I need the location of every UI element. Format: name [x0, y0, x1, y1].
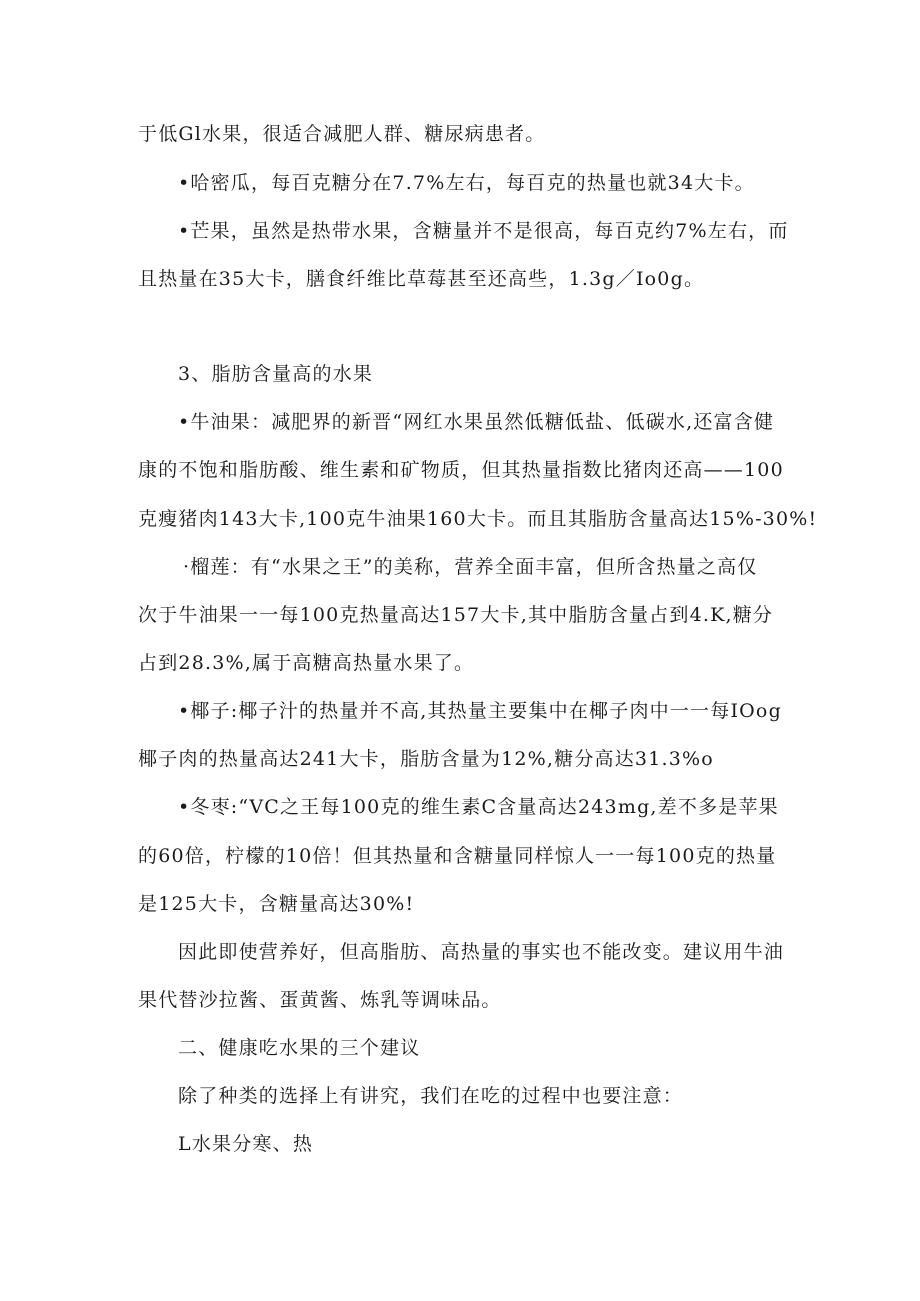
section-heading-three-suggestions: 二、健康吃水果的三个建议 — [178, 1037, 421, 1059]
text-line-durian-3: 占到28.3%,属于高糖高热量水果了。 — [138, 652, 475, 674]
text-line-avocado-2: 康的不饱和脂肪酸、维生素和矿物质，但其热量指数比猪肉还高——100 — [138, 459, 784, 481]
text-line-eating-note: 除了种类的选择上有讲究，我们在吃的过程中也要注意： — [178, 1085, 684, 1107]
list-item-cold-hot-fruits: L水果分寒、热 — [178, 1133, 314, 1155]
text-line-jujube-1: •冬枣:“VC之王每100克的维生素C含量高达243mg,差不多是苹果 — [178, 796, 779, 818]
text-line-mango-2: 且热量在35大卡，膳食纤维比草莓甚至还高些，1.3g／Io0g。 — [138, 268, 705, 290]
text-line-hami-melon: •哈密瓜，每百克糖分在7.7%左右，每百克的热量也就34大卡。 — [178, 172, 755, 194]
text-line-conclusion-1: 因此即使营养好，但高脂肪、高热量的事实也不能改变。建议用牛油 — [178, 941, 785, 963]
text-line-avocado-1: •牛油果：减肥界的新晋“网红水果虽然低糖低盐、低碳水,还富含健 — [178, 411, 775, 433]
text-line-conclusion-2: 果代替沙拉酱、蛋黄酱、炼乳等调味品。 — [138, 989, 502, 1011]
text-line-gi-fruit: 于低Gl水果，很适合减肥人群、糖尿病患者。 — [138, 123, 546, 145]
text-line-avocado-3: 克瘦猪肉143大卡,100克牛油果160大卡。而且其脂肪含量高达15%-30%! — [138, 508, 818, 530]
text-line-coconut-2: 椰子肉的热量高达241大卡，脂肪含量为12%,糖分高达31.3%o — [138, 748, 714, 770]
text-line-durian-2: 次于牛油果一一每100克热量高达157大卡,其中脂肪含量占到4.K,糖分 — [138, 604, 774, 626]
text-line-coconut-1: •椰子:椰子汁的热量并不高,其热量主要集中在椰子肉中一一每IOog — [178, 700, 782, 722]
text-line-mango-1: •芒果，虽然是热带水果，含糖量并不是很高，每百克约7%左右，而 — [178, 220, 789, 242]
text-line-jujube-3: 是125大卡，含糖量高达30%! — [138, 893, 415, 915]
text-line-jujube-2: 的60倍，柠檬的10倍！但其热量和含糖量同样惊人一一每100克的热量 — [138, 845, 777, 867]
section-heading-high-fat-fruits: 3、脂肪含量高的水果 — [178, 363, 374, 385]
text-line-durian-1: ·榴莲：有“水果之王”的美称，营养全面丰富，但所含热量之高仅 — [183, 556, 758, 578]
